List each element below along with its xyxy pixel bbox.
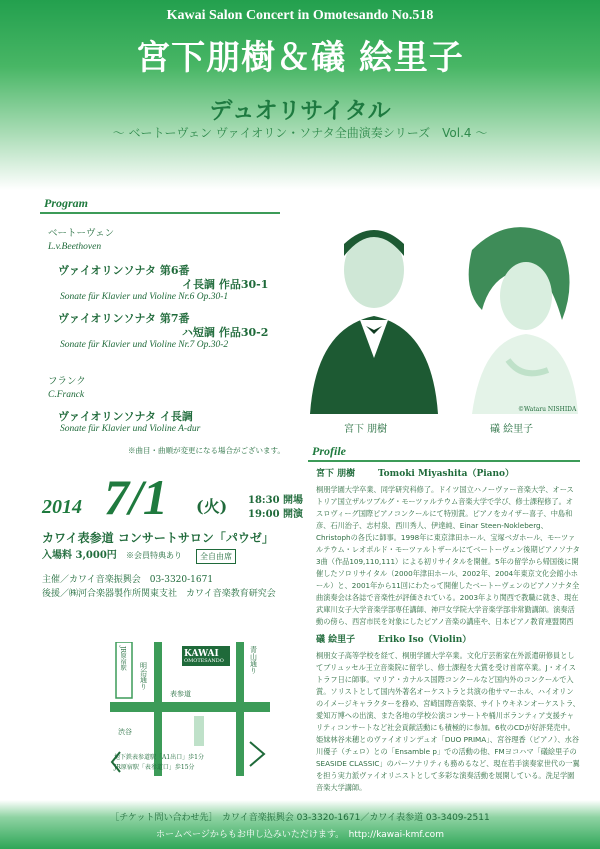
organizer: 主催／カワイ音楽振興会 03-3320-1671: [42, 575, 214, 585]
violinist-portrait: [452, 210, 582, 414]
work3-en: Sonate für Klavier und Violine A-dur: [60, 424, 201, 434]
map-kawai-sub: OMOTESANDO: [184, 658, 224, 664]
event-date: 7/1: [104, 469, 168, 525]
work3-title: ヴァイオリンソナタ イ長調: [58, 410, 193, 423]
composer1-en: L.v.Beethoven: [48, 242, 102, 252]
composer2-ja: フランク: [48, 376, 86, 387]
composer1-ja: ベートーヴェン: [48, 228, 115, 239]
photo-credit: ©Wataru NISHIDA: [518, 406, 577, 413]
work2-key: ハ短調 作品30-2: [182, 326, 269, 339]
header-banner: [0, 0, 600, 190]
fee-note: ※会員特典あり: [126, 551, 182, 560]
series-subtitle: ～ ベートーヴェン ヴァイオリン・ソナタ全曲演奏シリーズ Vol.4 ～: [112, 126, 488, 140]
composer2-en: C.Franck: [48, 390, 85, 400]
p1-name: 宮下 朋樹: [316, 469, 356, 479]
map-aoyama: 青山通り: [249, 646, 258, 674]
sponsor: 後援／㈱河合楽器製作所関東支社 カワイ音楽教育研究会: [42, 589, 276, 599]
map-shibuya: 渋谷: [118, 728, 132, 736]
map-exit1: 地下鉄表参道駅「A1出口」歩1分: [114, 754, 204, 761]
work1-key: イ長調 作品30-1: [182, 278, 269, 291]
photo-eriko: [452, 210, 582, 414]
map-harajuku: JR原宿駅: [119, 646, 127, 671]
seat-badge: 全自由席: [196, 549, 236, 564]
performer-names: 宮下朋樹＆礒 絵里子: [136, 38, 464, 78]
pianist-portrait: [300, 208, 448, 414]
start-time: 19:00 開演: [248, 509, 304, 520]
photo-caption-eriko: 礒 絵里子: [490, 424, 534, 435]
work2-en: Sonate für Klavier und Violine Nr.7 Op.30-2: [60, 340, 229, 350]
p2-bio: 桐朋女子高等学校を経て、桐朋学園大学卒業。文化庁芸術家在外派遣研修員としてブリュッセル王立音楽院に留学し、修士課程を大賞を受け首席卒業。J・オイストラフ日に師事。マリア・カナルス国際コンクールなど国内外のコンクールで入賞。ソリストとして国内外著名オーケストラと共演の他サマーホル、ハイオリンのイメージキャラクターを務め、宮崎国際音楽祭、サイトウキネンオーケストラ、愛知万博への出演、また各地の学校公演コンサートや桶川ボランティア支援チャリティコンサートなど社会貢献活動にも積極的に参加。6枚のCDが好評発売中。姫妹林谷未穂とのヴァイオリンデュオ「DUO PRIMA」、宮谷理香（ピアノ）、水谷川優子（チェロ）との「Ensamble p」での活動の他、FMヨコハマ「礒絵里子のSEASIDE CLASSIC」のパーソナリティも務めるなど、現在若手演奏家世代の一翼を担う実力派ヴァイオリニストとして多彩な演奏活動を展開している。洗足学園音楽大学講師。: [316, 651, 580, 792]
work1-title: ヴァイオリンソナタ 第6番: [58, 264, 190, 277]
p2-name: 礒 絵里子: [316, 635, 356, 645]
profile-heading: Profile: [312, 444, 346, 458]
recital-subtitle: デュオリサイタル: [209, 97, 391, 124]
footer-banner: [0, 800, 600, 849]
footer-web: ホームページからもお申し込みいただけます。 http://kawai-kmf.com: [156, 830, 444, 840]
program-change-note: ※曲目・曲順が変更になる場合がございます。: [128, 446, 285, 455]
venue-name: カワイ表参道 コンサートサロン「パウゼ」: [42, 531, 274, 545]
p1-en: Tomoki Miyashita（Piano）: [378, 469, 515, 479]
footer-contact: ［チケット問い合わせ先］ カワイ音楽振興会 03-3320-1671／カワイ表参道 03-3409-2511: [110, 813, 490, 823]
photo-caption-tomoki: 宮下 朋樹: [344, 424, 388, 435]
work2-title: ヴァイオリンソナタ 第7番: [58, 312, 190, 325]
program-heading: Program: [44, 196, 89, 210]
event-year: 2014: [42, 496, 82, 518]
map-kawai: KAWAI: [184, 649, 219, 659]
p1-bio: 桐朋学園大学卒業、同学研究科修了。ドイツ国立ハノーヴァー音楽大学、オーストリア国立ザルツブルグ・モーツァルテウム音楽大学で学び、修士課程修了。オスロヴィーグ国際ピアノコンクールにて特別賞。ピアノをカイザー喜子、中島和彦、石川治子、志村泉、西川秀人、伊達純、Einar Steen-Nokleberg、Christophの各氏に師事。1998年に東京津田ホール、宝塚ベガホール、モーツァルテウム・レオポルド・モーツァルトザールにてベートーヴェン後期ピアノソナタ3曲（作品109,110,111）による初リサイタルを開催。5年の留学から帰国後に開催したソロリサイタル（2000年津田ホール、2002年、2004年東京文化会館小ホール）と、2001年から11回にわたって開催したベートーヴェンのピアノソナタ全曲演奏会は各誌で音楽性が評価されている。2003年より関西で教職に就き、現在武庫川女子大学音楽学部専任講師、神戸女学院大学音楽学部非常勤講師。演奏活動の傍ら、西宮市民を対象にしたピアノ音楽の講座や、日本ピアノ教育連盟関西: [316, 485, 580, 626]
work1-en: Sonate für Klavier und Violine Nr.6 Op.30-1: [60, 292, 229, 302]
series-title: Kawai Salon Concert in Omotesando No.518: [166, 8, 434, 23]
event-weekday: (火): [196, 497, 228, 516]
map-exit2: JR原宿駅「表参道口」歩15分: [114, 764, 195, 771]
profile-rule: [308, 460, 580, 462]
map-meiji: 明治通り: [139, 662, 148, 690]
map-omotesando: 表参道: [170, 690, 191, 698]
program-rule: [40, 212, 280, 214]
access-map: [110, 642, 270, 776]
fee: 入場料 3,000円: [42, 550, 117, 561]
p2-en: Eriko Iso（Violin）: [378, 635, 472, 645]
photo-tomoki: [300, 208, 448, 414]
open-time: 18:30 開場: [248, 495, 304, 506]
